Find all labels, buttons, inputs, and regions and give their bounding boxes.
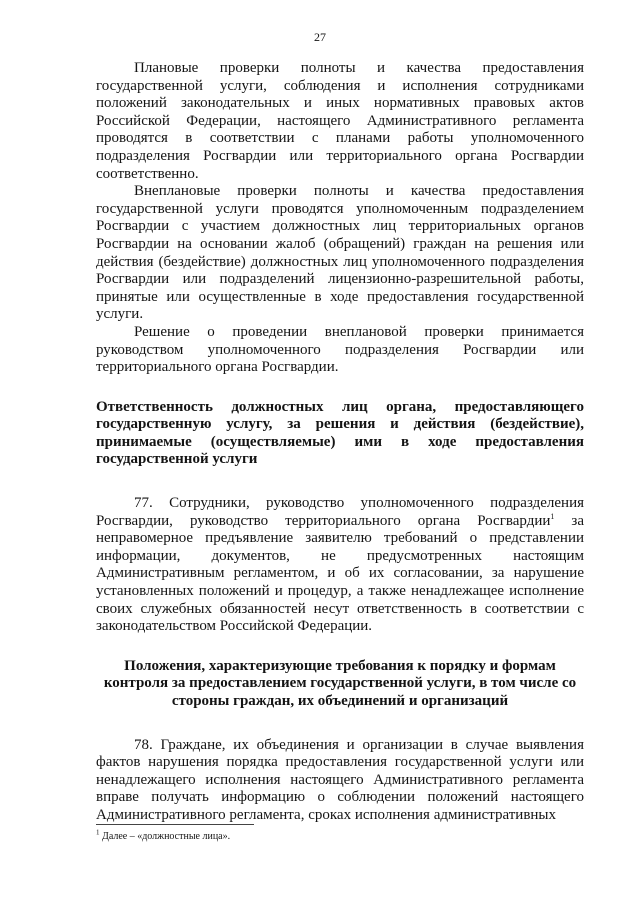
paragraph-77-text-b: за неправомерное предъявление заявителю требований о представлении информации, документов, не предусмотренных настоящим Административным регламентом, и об их согласовании, за нарушение установленных положений и процедур, а также ненадлежащее исполнение своих служебных обязанностей несут ответственность в соответствии с законодательством Российской Федерации. [96,512,584,635]
paragraph-planned-inspections: Плановые проверки полноты и качества предоставления государственной услуги, соблюдения и исполнения сотрудниками положений законодательных и иных нормативных правовых актов Российской Федерации, настоящего Административного регламента проводятся в соответствии с планами работы уполномоченного подразделения Росгвардии или территориального органа Росгвардии соответственно. [96,60,584,182]
paragraph-77 [96,495,584,636]
footnote [96,828,231,842]
paragraph-77-text-a: 77. Сотрудники, руководство уполномоченного подразделения Росгвардии, руководство территориального органа Росгвардии [96,495,584,529]
paragraph-78: 78. Граждане, их объединения и организации в случае выявления фактов нарушения порядка предоставления государственной услуги или ненадлежащего исполнения настоящего Административного регламента вправе получать информацию о соблюдении положений настоящего Административного регламента, сроках исполнения административных [96,736,584,823]
paragraph-unplanned-inspections: Внеплановые проверки полноты и качества предоставления государственной услуги проводятся уполномоченным подразделением Росгвардии с участием должностных лиц территориальных органов Росгвардии на основании жалоб (обращений) граждан на решения или действия (бездействие) должностных лиц уполномоченного подразделения Росгвардии или подразделений лицензионно-разрешительной работы, принятые или осуществленные в ходе предоставления государственной услуги. [96,183,584,323]
footnote-text: Далее – «должностные лица». [99,831,231,842]
footnote-divider [96,824,254,825]
footnote-mark: 1 [96,828,100,837]
section-heading-control-requirements: Положения, характеризующие требования к порядку и формам контроля за предоставлением государственной услуги, в том числе со стороны граждан, их объединений и организаций [103,657,577,709]
section-heading-responsibility: Ответственность должностных лиц органа, предоставляющего государственную услугу, за решения и действия (бездействие), принимаемые (осуществляемые) ими в ходе предоставления государственной услуги [96,398,584,468]
paragraph-inspection-decision: Решение о проведении внеплановой проверки принимается руководством уполномоченного подразделения Росгвардии или территориального органа Росгвардии. [96,323,584,376]
footnote-reference: 1 [550,511,555,521]
page-number: 27 [314,30,326,44]
document-body [96,60,584,825]
